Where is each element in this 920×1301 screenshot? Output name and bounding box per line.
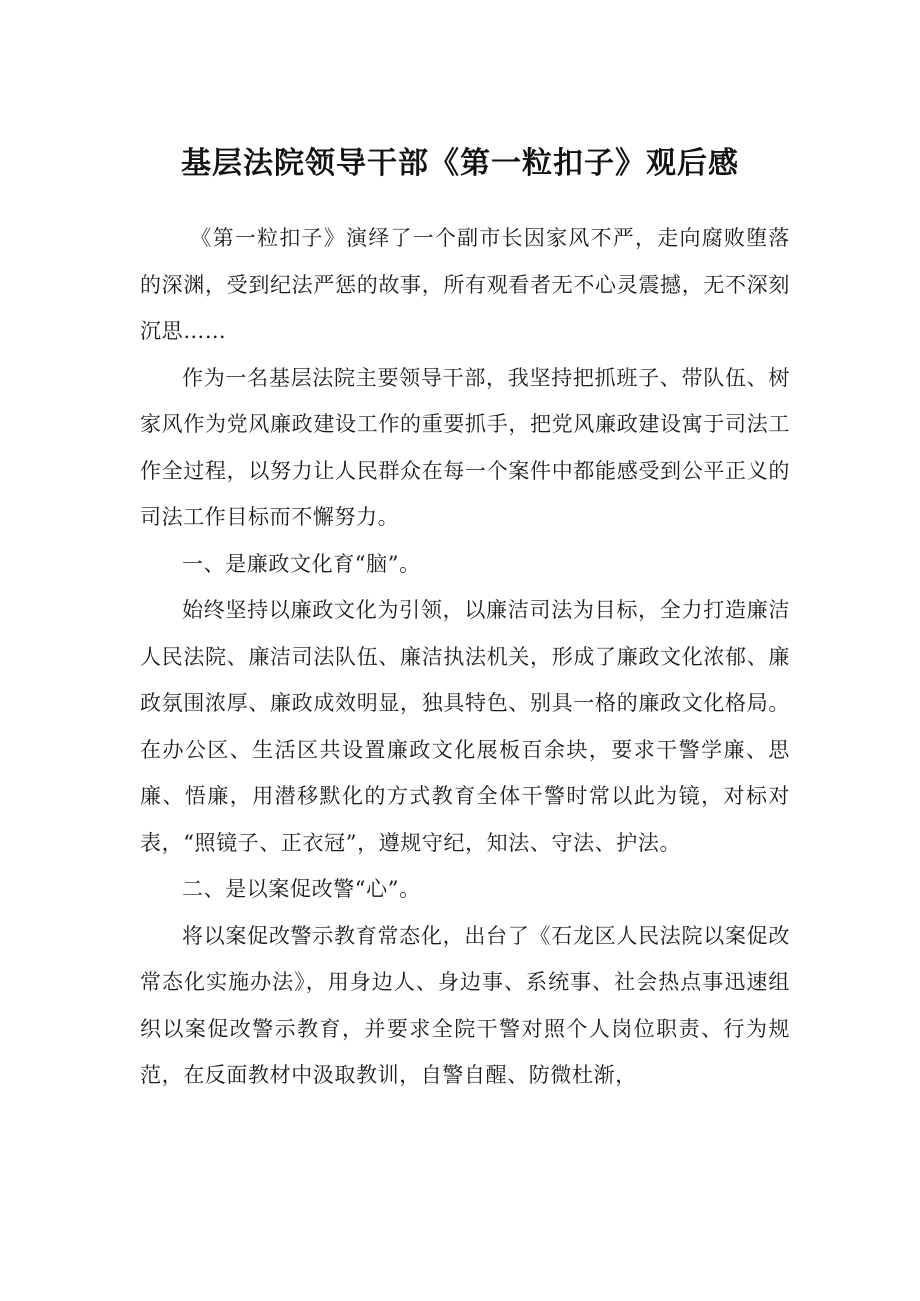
paragraph-intro: 《第一粒扣子》演绎了一个副市长因家风不严，走向腐败堕落的深渊，受到纪法严惩的故事，所有观看者无不心灵震撼，无不深刻沉思…… [140, 226, 790, 343]
paragraph-section-1: 始终坚持以廉政文化为引领，以廉洁司法为目标，全力打造廉洁人民法院、廉洁司法队伍、廉洁执法机关，形成了廉政文化浓郁、廉政氛围浓厚、廉政成效明显，独具特色、别具一格的廉政文化格局。在办公区、生活区共设置廉政文化展板百余块，要求干警学廉、思廉、悟廉，用潜移默化的方式教育全体干警时常以此为镜，对标对表，“照镜子、正衣冠”，遵规守纪，知法、守法、护法。 [140, 598, 790, 855]
paragraph-role: 作为一名基层法院主要领导干部，我坚持把抓班子、带队伍、树家风作为党风廉政建设工作的重要抓手，把党风廉政建设寓于司法工作全过程，以努力让人民群众在每一个案件中都能感受到公平正义的司法工作目标而不懈努力。 [140, 365, 790, 529]
section-heading-2: 二、是以案促改警“心”。 [182, 877, 421, 901]
document-title: 基层法院领导干部《第一粒扣子》观后感 [181, 146, 739, 181]
section-heading-1: 一、是廉政文化育“脑”。 [182, 551, 421, 576]
paragraph-section-2: 将以案促改警示教育常态化，出台了《石龙区人民法院以案促改常态化实施办法》，用身边人、身边事、系统事、社会热点事迅速组织以案促改警示教育，并要求全院干警对照个人岗位职责、行为规范，在反面教材中汲取教训，自警自醒、防微杜渐， [140, 923, 790, 1087]
document-body [140, 215, 790, 1099]
